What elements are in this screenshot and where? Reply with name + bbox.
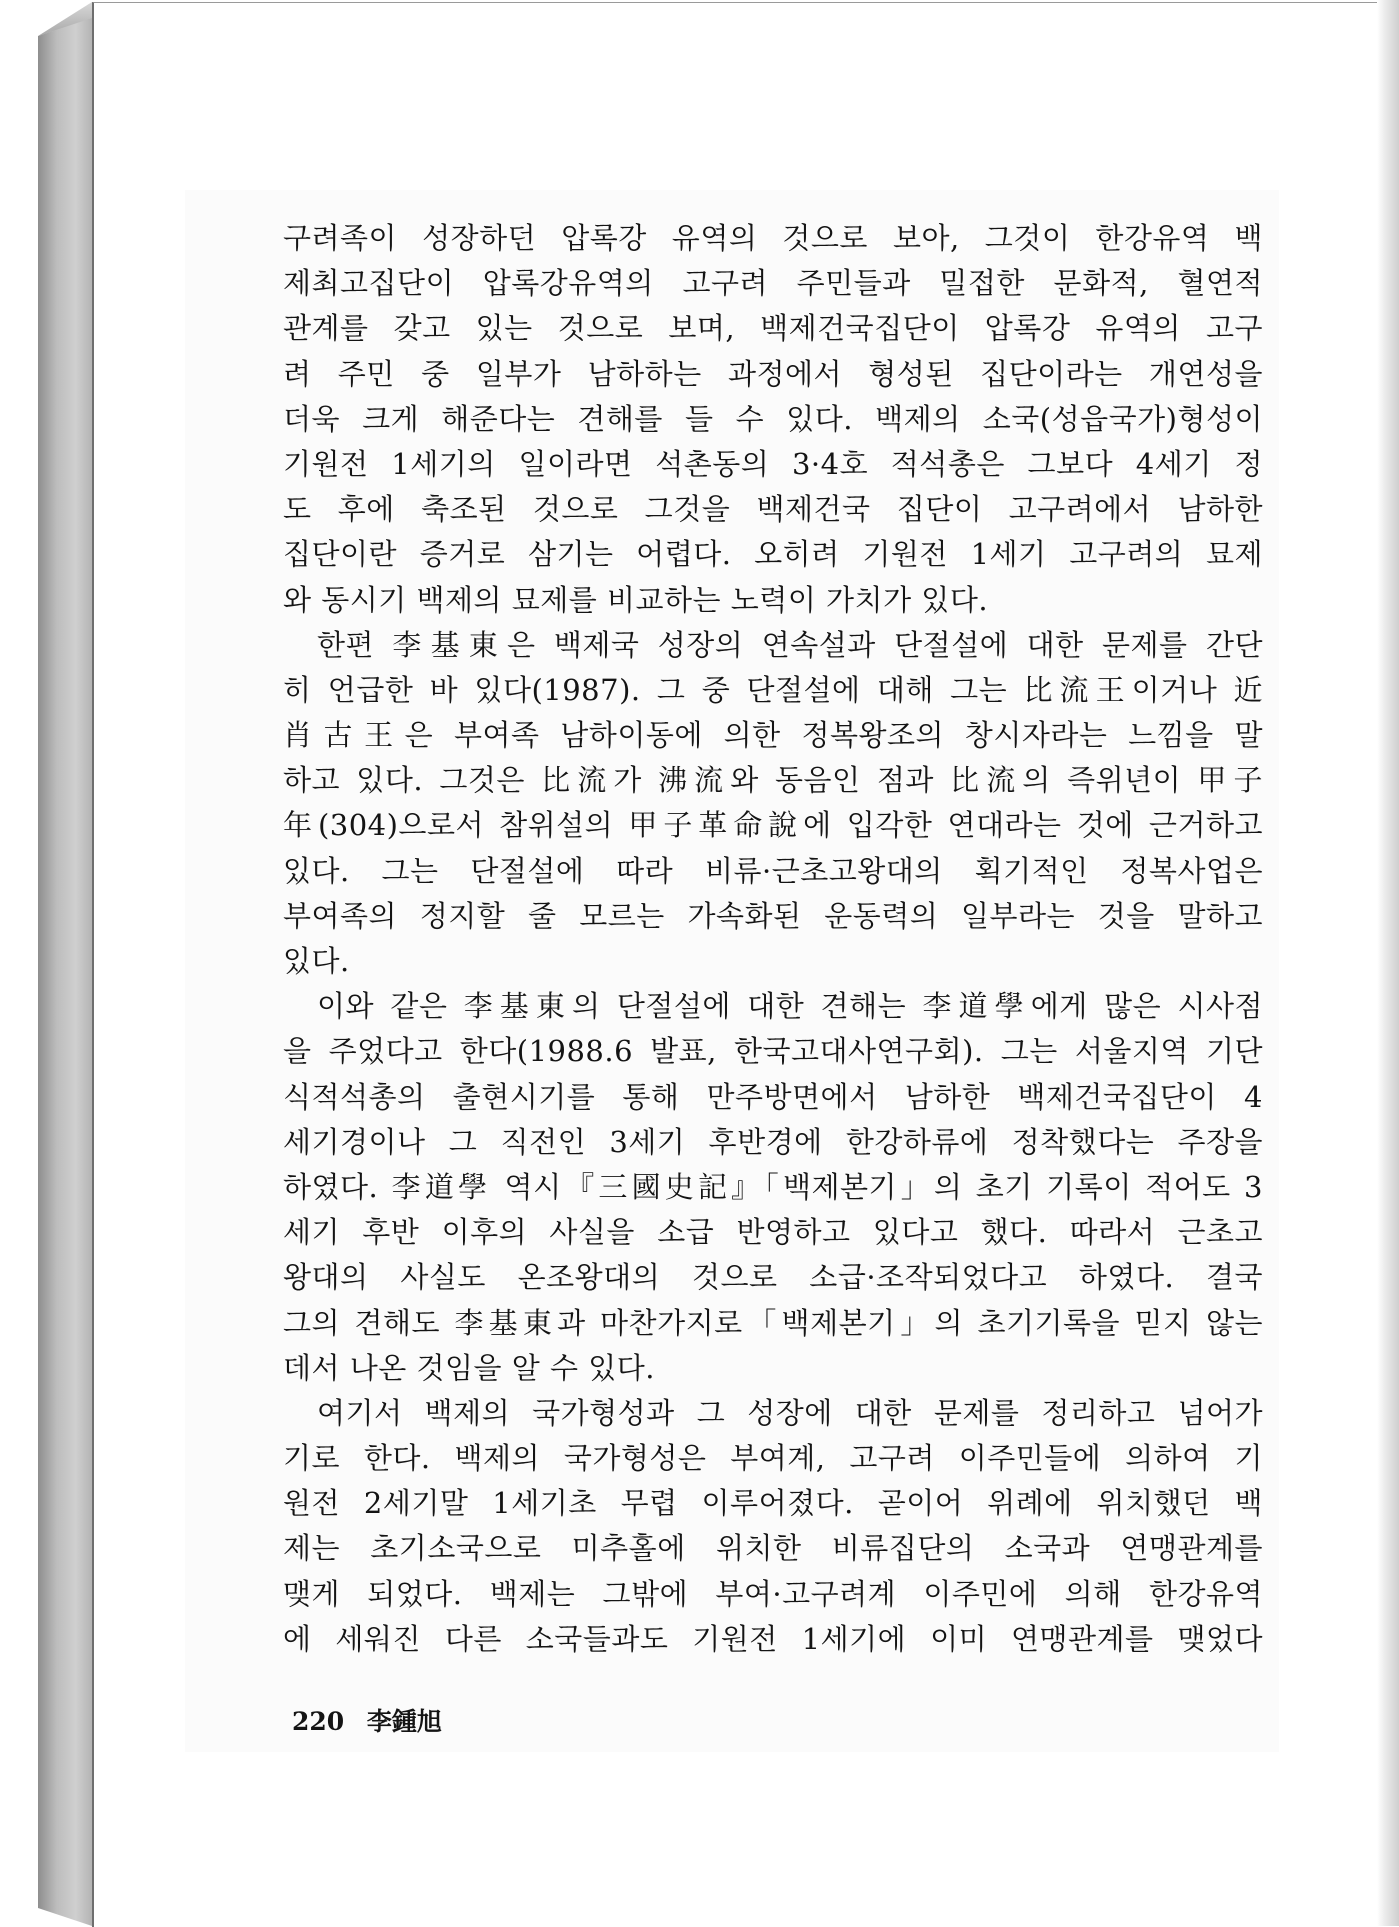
text-line: 구려족이 성장하던 압록강 유역의 것으로 보아, 그것이 한강유역 백 xyxy=(283,221,1263,255)
text-line: 집단이란 증거로 삼기는 어렵다. 오히려 기원전 1세기 고구려의 묘제 xyxy=(283,537,1263,572)
page-footer xyxy=(292,1702,456,1738)
text-line: 을 주었다고 한다(1988.6 발표, 한국고대사연구회). 그는 서울지역 기단 xyxy=(283,1034,1263,1069)
text-line: 제최고집단이 압록강유역의 고구려 주민들과 밀접한 문화적, 혈연적 xyxy=(283,266,1263,301)
text-line: 와 동시기 백제의 묘제를 비교하는 노력이 가치가 있다. xyxy=(283,582,989,617)
text-line: 원전 2세기말 1세기초 무렵 이루어졌다. 곧이어 위례에 위치했던 백 xyxy=(283,1486,1263,1521)
text-line: 한편 李基東은 백제국 성장의 연속설과 단절설에 대한 문제를 간단 xyxy=(317,627,1263,662)
text-line: 제는 초기소국으로 미추홀에 위치한 비류집단의 소국과 연맹관계를 xyxy=(283,1531,1263,1566)
text-line: 세기 후반 이후의 사실을 소급 반영하고 있다고 했다. 따라서 근초고 xyxy=(283,1215,1263,1250)
text-line: 있다. 그는 단절설에 따라 비류·근초고왕대의 획기적인 정복사업은 xyxy=(283,853,1263,888)
text-line: 히 언급한 바 있다(1987). 그 중 단절설에 대해 그는 比流王이거나 近 xyxy=(283,672,1263,707)
text-line: 식적석총의 출현시기를 통해 만주방면에서 남하한 백제건국집단이 4 xyxy=(283,1079,1263,1114)
text-line: 하였다. 李道學 역시『三國史記』「백제본기」의 초기 기록이 적어도 3 xyxy=(283,1169,1263,1204)
text-line: 기원전 1세기의 일이라면 석촌동의 3·4호 적석총은 그보다 4세기 정 xyxy=(283,446,1263,481)
text-line: 부여족의 정지할 줄 모르는 가속화된 운동력의 일부라는 것을 말하고 xyxy=(283,898,1263,933)
text-line: 그의 견해도 李基東과 마찬가지로「백제본기」의 초기기록을 믿지 않는 xyxy=(283,1305,1263,1340)
text-line: 세기경이나 그 직전인 3세기 후반경에 한강하류에 정착했다는 주장을 xyxy=(283,1124,1263,1159)
page-edge-shadow xyxy=(1377,0,1399,1926)
text-line: 기로 한다. 백제의 국가형성은 부여계, 고구려 이주민들에 의하여 기 xyxy=(283,1441,1263,1476)
text-line: 이와 같은 李基東의 단절설에 대한 견해는 李道學에게 많은 시사점 xyxy=(317,989,1263,1024)
text-line: 있다. xyxy=(283,944,350,978)
page-number: 220 xyxy=(292,1707,345,1736)
text-line: 맺게 되었다. 백제는 그밖에 부여·고구려계 이주민에 의해 한강유역 xyxy=(283,1576,1263,1611)
text-line: 더욱 크게 해준다는 견해를 들 수 있다. 백제의 소국(성읍국가)형성이 xyxy=(283,401,1263,436)
text-line: 도 후에 축조된 것으로 그것을 백제건국 집단이 고구려에서 남하한 xyxy=(283,492,1263,527)
text-line: 肖古王은 부여족 남하이동에 의한 정복왕조의 창시자라는 느낌을 말 xyxy=(283,718,1263,753)
text-line: 려 주민 중 일부가 남하하는 과정에서 형성된 집단이라는 개연성을 xyxy=(283,356,1263,391)
text-line: 에 세워진 다른 소국들과도 기원전 1세기에 이미 연맹관계를 맺었다 xyxy=(283,1621,1263,1656)
text-line: 여기서 백제의 국가형성과 그 성장에 대한 문제를 정리하고 넘어가 xyxy=(317,1395,1263,1430)
text-line: 年(304)으로서 참위설의 甲子革命說에 입각한 연대라는 것에 근거하고 xyxy=(283,808,1263,843)
text-line: 왕대의 사실도 온조왕대의 것으로 소급·조작되었다고 하였다. 결국 xyxy=(283,1260,1263,1295)
text-line: 관계를 갖고 있는 것으로 보며, 백제건국집단이 압록강 유역의 고구 xyxy=(283,311,1263,346)
book-spine xyxy=(38,18,92,1926)
body-text xyxy=(283,216,1263,1662)
text-line: 데서 나온 것임을 알 수 있다. xyxy=(283,1350,655,1385)
author-name: 李鍾旭 xyxy=(366,1707,442,1736)
text-line: 하고 있다. 그것은 比流가 沸流와 동음인 점과 比流의 즉위년이 甲子 xyxy=(283,763,1263,798)
